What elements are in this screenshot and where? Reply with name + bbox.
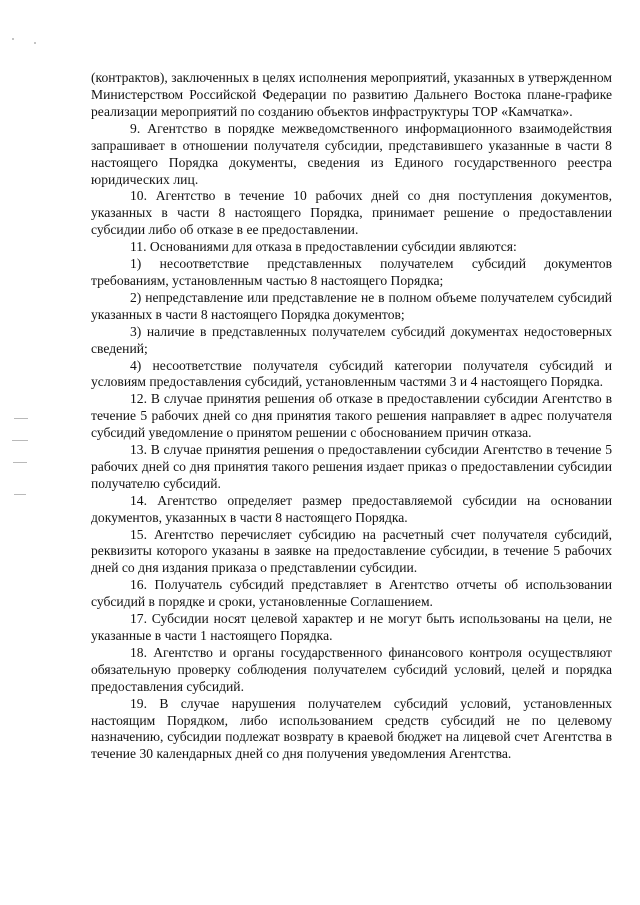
paragraph-12: 12. В случае принятия решения об отказе в предоставлении субсидии Агентство в течение 5 рабочих дней со дня принятия такого решения направляет в адрес получателя субсидий уведомление о принятом решении с обоснованием причин отказа. — [91, 391, 612, 441]
paragraph-10: 10. Агентство в течение 10 рабочих дней со дня поступления документов, указанных в части 8 настоящего Порядка, принимает решение о предоставлении субсидии либо об отказе в ее предоставлении. — [91, 188, 612, 238]
paragraph-19: 19. В случае нарушения получателем субсидий условий, установленных настоящим Порядком, либо использованием средств субсидий не по целевому назначению, субсидии подлежат возврату в краевой бюджет на лицевой счет Агентства в течение 30 календарных дней со дня получения уведомления Агентства. — [91, 695, 612, 762]
list-item-3: 3) наличие в представленных получателем субсидий документах недостоверных сведений; — [91, 323, 612, 356]
paragraph-16: 16. Получатель субсидий представляет в Агентство отчеты об использовании субсидий в порядке и сроки, установленные Соглашением. — [91, 577, 612, 610]
paragraph-13: 13. В случае принятия решения о предоставлении субсидии Агентство в течение 5 рабочих дней со дня принятия такого решения издает приказ о предоставлении субсидии получателю субсидий. — [91, 442, 612, 491]
list-item-1: 1) несоответствие представленных получателем субсидий документов требованиям, установленным частью 8 настоящего Порядка; — [91, 256, 612, 288]
paragraph-11: 11. Основаниями для отказа в предоставлении субсидии являются: — [130, 239, 517, 255]
paragraph-continuation: (контрактов), заключенных в целях исполнения мероприятий, указанных в утвержденном Министерством Российской Федерации по развитию Дальнего Востока плане-графике реализации мероприятий по созданию объектов инфраструктуры ТОР «Камчатка». — [91, 70, 612, 119]
paragraph-17: 17. Субсидии носят целевой характер и не могут быть использованы на цели, не указанные в части 1 настоящего Порядка. — [91, 611, 612, 643]
document-page — [91, 70, 612, 763]
paragraph-9: 9. Агентство в порядке межведомственного информационного взаимодействия запрашивает в отношении получателя субсидии, представившего указанные в части 8 настоящего Порядка документы, сведения из Единого государственного реестра юридических лиц. — [91, 120, 612, 187]
list-item-2: 2) непредставление или представление не в полном объеме получателем субсидий указанных в части 8 настоящего Порядка документов; — [91, 289, 612, 322]
paragraph-15: 15. Агентство перечисляет субсидию на расчетный счет получателя субсидий, реквизиты которого указаны в заявке на предоставление субсидии, в течение 5 рабочих дней со дня издания приказа о представлении субсидии. — [91, 526, 612, 576]
paragraph-18: 18. Агентство и органы государственного финансового контроля осуществляют обязательную проверку соблюдения получателем субсидий условий, целей и порядка предоставления субсидий. — [91, 644, 612, 694]
list-item-4: 4) несоответствие получателя субсидий категории получателя субсидий и условиям предоставления субсидий, установленным частями 3 и 4 настоящего Порядка. — [91, 357, 612, 390]
paragraph-14: 14. Агентство определяет размер предоставляемой субсидии на основании документов, указанных в части 8 настоящего Порядка. — [91, 492, 612, 525]
